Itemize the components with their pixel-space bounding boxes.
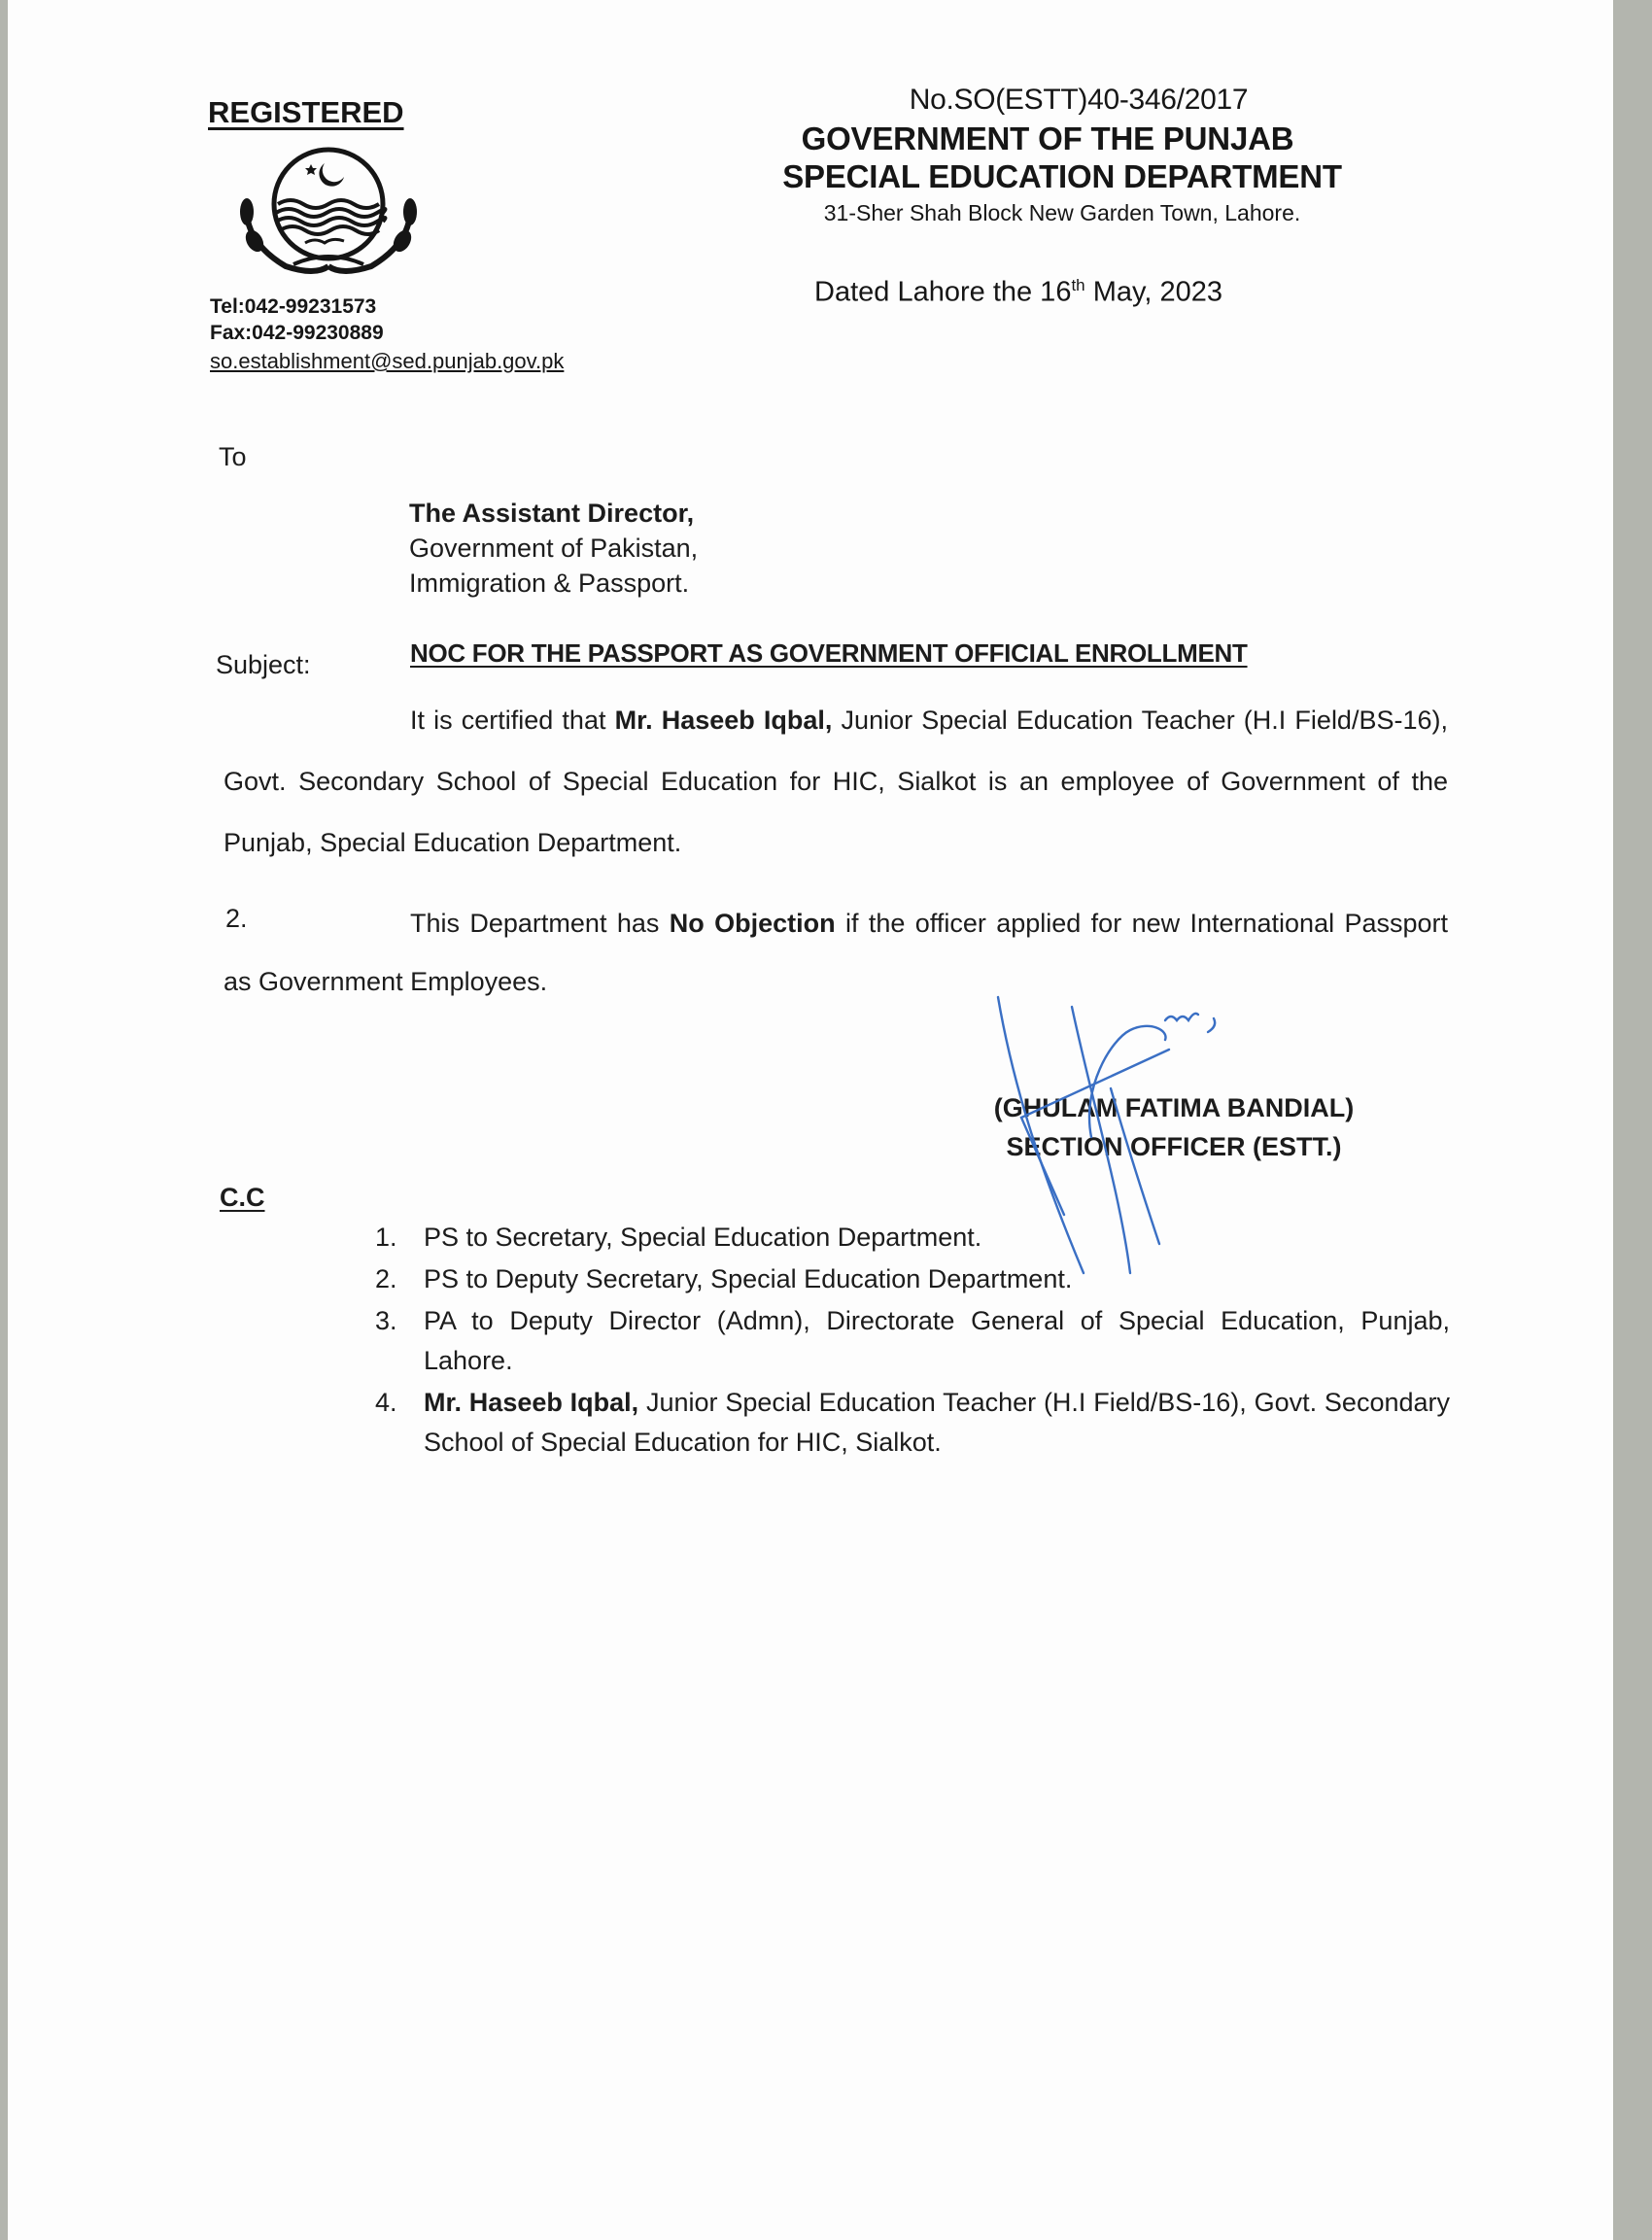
p2-text-b: if the officer applied for new International Passport as Government Employees. (224, 909, 1449, 996)
p1-text-a: It is certified that (410, 706, 615, 735)
cc-item-number: 3. (375, 1306, 397, 1335)
signatory-designation: SECTION OFFICER (ESTT.) (1006, 1132, 1342, 1161)
cc-item-text: Junior Special Education Teacher (H.I Field/BS-16), Govt. Secondary School of Special Education for HIC, Sialkot. (424, 1388, 1450, 1457)
cc-item (375, 1383, 1450, 1463)
date-day: Dated Lahore the 16 (814, 276, 1072, 308)
cc-item-text: PS to Secretary, Special Education Department. (424, 1223, 982, 1252)
recipient-address (409, 496, 698, 601)
cc-item-number: 4. (375, 1388, 397, 1417)
telephone-number: Tel:042-99231573 (210, 295, 377, 318)
signatory-block (941, 1088, 1407, 1166)
date-month-year: May, 2023 (1084, 276, 1222, 308)
registered-label: REGISTERED (208, 95, 404, 129)
recipient-title: The Assistant Director, (409, 499, 695, 528)
p2-text-a: This Department has (410, 909, 670, 938)
p1-text-b: Junior Special Education Teacher (H.I Field/BS-16), Govt. Secondary School of Special Education for HIC, Sialkot is an employee of Government of the Punjab, Special Education Department. (224, 706, 1448, 857)
punjab-emblem-icon (235, 144, 422, 278)
p2-no-objection: No Objection (669, 909, 836, 938)
subject-text: NOC FOR THE PASSPORT AS GOVERNMENT OFFICIAL ENROLLMENT (410, 638, 1248, 668)
to-label: To (219, 442, 247, 471)
department-address: 31-Sher Shah Block New Garden Town, Lahore. (823, 200, 1301, 225)
email-link[interactable]: so.establishment@sed.punjab.gov.pk (210, 349, 565, 373)
cc-item-text: PS to Deputy Secretary, Special Education Department. (424, 1264, 1073, 1293)
cc-item-text: PA to Deputy Director (Admn), Directorate General of Special Education, Punjab, Lahore. (424, 1306, 1450, 1375)
cc-item-number: 1. (375, 1223, 397, 1252)
cc-item-bold: Mr. Haseeb Iqbal, (424, 1388, 639, 1417)
paragraph-2-number: 2. (225, 904, 248, 933)
subject-label: Subject: (216, 650, 311, 679)
date-ordinal: th (1071, 276, 1085, 294)
cc-item-number: 2. (375, 1264, 397, 1293)
recipient-line-3: Immigration & Passport. (409, 569, 690, 598)
cc-item (375, 1218, 1450, 1258)
paragraph-1 (224, 690, 1448, 874)
reference-number: No.SO(ESTT)40-346/2017 (909, 84, 1249, 116)
cc-item (375, 1301, 1450, 1381)
paragraph-2 (224, 894, 1448, 1011)
government-title: GOVERNMENT OF THE PUNJAB (801, 121, 1294, 156)
p1-employee-name: Mr. Haseeb Iqbal, (614, 706, 833, 735)
cc-list (375, 1218, 1450, 1465)
cc-label: C.C (220, 1183, 265, 1212)
signatory-name: (GHULAM FATIMA BANDIAL) (993, 1093, 1355, 1122)
department-title: SPECIAL EDUCATION DEPARTMENT (782, 158, 1342, 194)
letter-date (746, 276, 1291, 309)
letter-page (8, 0, 1613, 2240)
recipient-line-2: Government of Pakistan, (409, 534, 699, 563)
fax-number: Fax:042-99230889 (210, 322, 384, 344)
cc-item (375, 1259, 1450, 1299)
